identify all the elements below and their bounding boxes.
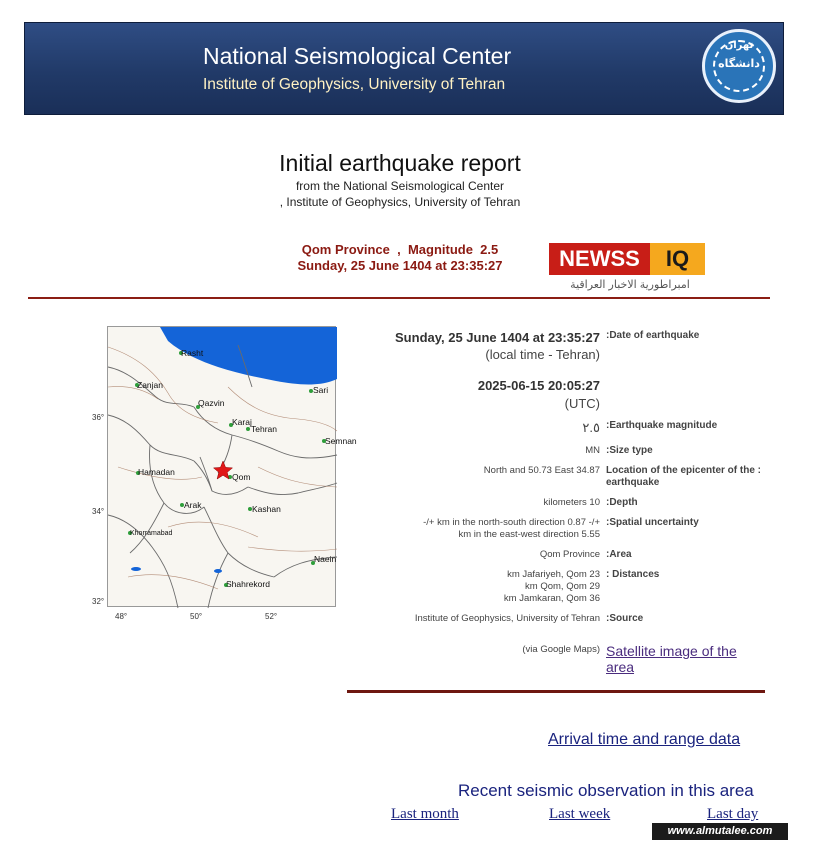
last-day-link[interactable]: Last day (707, 806, 759, 822)
city-label: Naein (314, 554, 337, 564)
magnitude-label: :Earthquake magnitude (606, 420, 718, 431)
last-month-link[interactable]: Last month (391, 806, 459, 822)
report-title: Initial earthquake report (279, 150, 521, 176)
source-label: :Source (606, 613, 644, 624)
uncertainty-line-2: km in the east-west direction 5.55 (458, 529, 600, 540)
distance-1: km Jafariyeh, Qom 23 (507, 569, 600, 580)
satellite-link-line-1[interactable]: Satellite image of the (606, 643, 737, 659)
lon-tick: 52° (265, 612, 278, 621)
distance-2: km Qom, Qom 29 (525, 581, 600, 592)
headline-location-magnitude: Qom Province , Magnitude 2.5 (301, 242, 499, 257)
lat-tick: 36° (92, 413, 105, 422)
location-label: Location of the epicenter of the : earthquake (606, 465, 762, 488)
city-label: Sari (313, 385, 329, 395)
area-label: :Area (606, 549, 632, 560)
lake-south (214, 569, 222, 573)
seal-text: دانشگاه (718, 58, 760, 70)
map-graphic (108, 327, 357, 608)
date-local-value: Sunday, 25 June 1404 at 23:35:27 (395, 330, 600, 345)
epicenter-map (107, 326, 357, 607)
city-label: Shahrekord (226, 579, 270, 589)
site-subtitle: Institute of Geophysics, University of Tehran (203, 76, 506, 93)
logo-part-newss: NEWSS (549, 243, 650, 275)
depth-label: :Depth (606, 497, 638, 508)
lat-tick: 34° (92, 507, 105, 516)
date-local-note: (local time - Tehran) (485, 347, 600, 362)
via-google-maps: (via Google Maps) (522, 644, 600, 655)
lat-tick: 32° (92, 597, 105, 606)
city-label: Hamadan (138, 467, 175, 477)
lon-tick: 48° (115, 612, 128, 621)
logo-part-iq: IQ (650, 243, 705, 275)
lon-tick: 50° (190, 612, 203, 621)
date-label: :Date of earthquake (606, 330, 700, 341)
city-label: Khorramabad (130, 530, 173, 537)
size-type-label: :Size type (606, 445, 653, 456)
area-value: Qom Province (539, 549, 600, 560)
distances-label: : Distances (606, 569, 660, 580)
source-value: Institute of Geophysics, University of Tehran (414, 613, 600, 624)
date-utc-value: 2025-06-15 20:05:27 (477, 378, 600, 393)
header-banner (24, 22, 784, 115)
city-label: Qom (232, 472, 251, 482)
magnitude-value: ٢.٥ (582, 420, 600, 435)
divider-top (28, 297, 770, 299)
report-institute-line: , Institute of Geophysics, University of Tehran (279, 195, 521, 209)
distance-3: km Jamkaran, Qom 36 (503, 593, 600, 604)
date-utc-note: (UTC) (564, 396, 600, 411)
logo-tagline: امبراطورية الاخبار العراقية (570, 279, 690, 291)
city-label: Arak (184, 500, 202, 510)
site-title: National Seismological Center (203, 43, 512, 69)
city-label: Qazvin (198, 398, 225, 408)
report-from-line: from the National Seismological Center (295, 179, 505, 193)
satellite-link-line-2[interactable]: area (606, 659, 635, 675)
city-label: Karaj (232, 417, 252, 427)
university-seal-icon (702, 29, 776, 103)
city-label: Rasht (181, 348, 204, 358)
watermark: www.almutalee.com (652, 823, 788, 840)
headline-date: Sunday, 25 June 1404 at 23:35:27 (297, 258, 503, 273)
location-value: North and 50.73 East 34.87 (483, 465, 600, 476)
city-label: Kashan (252, 504, 281, 514)
depth-value: kilometers 10 (543, 497, 600, 508)
city-label: Zanjan (137, 380, 163, 390)
size-type-value: MN (585, 445, 600, 456)
city-label: Semnan (325, 436, 357, 446)
uncertainty-line-1: -/+ km in the north-south direction 0.87 -/+ (423, 517, 600, 528)
satellite-image-link[interactable] (606, 643, 776, 675)
recent-observation-heading: Recent seismic observation in this area (458, 781, 754, 800)
lake-west (131, 567, 141, 571)
city-label: Tehran (251, 424, 277, 434)
seal-top-text: تهران (724, 40, 754, 51)
uncertainty-label: :Spatial uncertainty (606, 517, 699, 528)
divider-bottom (347, 690, 765, 693)
arrival-time-link[interactable]: Arrival time and range data (548, 731, 741, 748)
newss-iq-logo (549, 243, 705, 275)
last-week-link[interactable]: Last week (549, 806, 611, 822)
